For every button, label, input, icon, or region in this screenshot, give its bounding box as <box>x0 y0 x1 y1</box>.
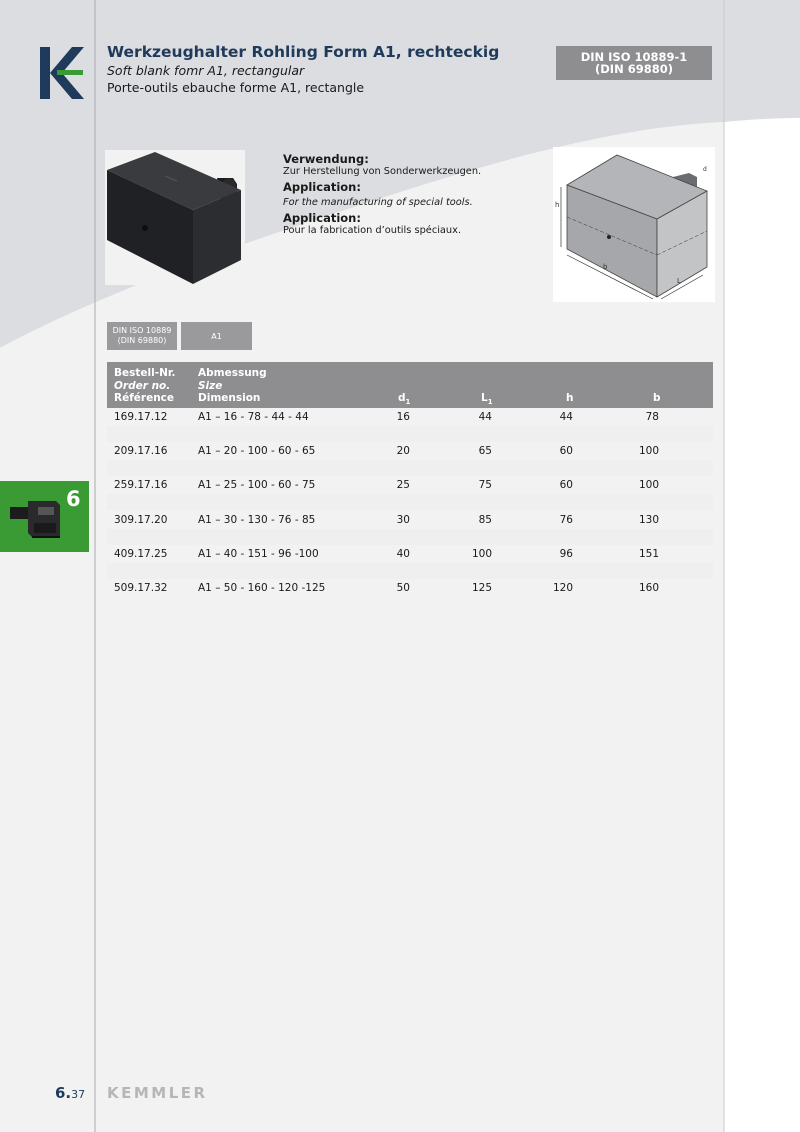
row-separator <box>107 460 713 476</box>
value-d1: 50 <box>396 582 410 594</box>
header-dimension-german: Abmessung <box>198 367 267 379</box>
standard-filter-box <box>107 322 177 350</box>
form-filter-label: A1 <box>211 331 222 341</box>
dimension: A1 – 50 - 160 - 120 -125 <box>198 582 326 594</box>
value-d1: 25 <box>396 479 410 491</box>
order-number: 209.17.16 <box>114 445 168 457</box>
page-number <box>55 1084 85 1102</box>
page-sub: 37 <box>71 1088 86 1101</box>
title-german: Werkzeughalter Rohling Form A1, rechteckig <box>107 43 500 61</box>
value-d1: 30 <box>396 514 410 526</box>
brand-name: KEMMLER <box>107 1084 208 1102</box>
header-l1: $L_1$ <box>481 392 493 407</box>
value-d1: 40 <box>396 548 410 560</box>
header-dimension-french: Dimension <box>198 392 261 404</box>
svg-text:L: L <box>677 277 681 285</box>
value-l1: 85 <box>478 514 492 526</box>
value-h: 44 <box>559 411 573 423</box>
header-order-english: Order no. <box>114 380 171 392</box>
order-number: 309.17.20 <box>114 514 168 526</box>
svg-text:h: h <box>555 201 560 209</box>
row-separator <box>107 426 713 442</box>
application-text-german: Zur Herstellung von Sonderwerkzeugen. <box>283 166 482 177</box>
header-dimension-english: Size <box>198 380 223 392</box>
form-filter-box <box>181 322 252 350</box>
value-h: 60 <box>559 479 573 491</box>
header-h: h <box>566 392 574 404</box>
standard-filter-line2: (DIN 69880) <box>117 336 167 345</box>
application-heading-german: Verwendung: <box>283 152 369 166</box>
application-text-english: For the manufacturing of special tools. <box>283 197 473 208</box>
value-h: 96 <box>559 548 573 560</box>
dimension: A1 – 20 - 100 - 60 - 65 <box>198 445 316 457</box>
order-number: 259.17.16 <box>114 479 168 491</box>
chapter-number: 6 <box>66 487 81 511</box>
value-l1: 75 <box>478 479 492 491</box>
row-separator <box>107 529 713 545</box>
product-photo <box>105 150 245 285</box>
title-french: Porte-outils ebauche forme A1, rectangle <box>107 80 365 95</box>
header-order-french: Référence <box>114 392 175 404</box>
standard-filter-line1: DIN ISO 10889 <box>112 326 172 335</box>
application-heading-french: Application: <box>283 211 361 225</box>
value-l1: 44 <box>478 411 492 423</box>
value-h: 120 <box>552 582 573 594</box>
dimension: A1 – 16 - 78 - 44 - 44 <box>198 411 309 423</box>
dimension: A1 – 40 - 151 - 96 -100 <box>198 548 319 560</box>
order-number: 169.17.12 <box>114 411 168 423</box>
value-b: 160 <box>638 582 659 594</box>
value-l1: 100 <box>471 548 492 560</box>
page-chapter: 6. <box>55 1084 72 1102</box>
standard-badge-line2: (DIN 69880) <box>595 62 673 76</box>
kemmler-logo-icon <box>40 47 85 99</box>
standard-badge-line1: DIN ISO 10889-1 <box>580 50 688 64</box>
application-text-french: Pour la fabrication d’outils spéciaux. <box>283 225 462 236</box>
header-b: b <box>653 392 661 404</box>
header-order-german: Bestell-Nr. <box>114 367 176 379</box>
value-l1: 125 <box>471 582 492 594</box>
value-h: 60 <box>559 445 573 457</box>
value-d1: 16 <box>396 411 410 423</box>
svg-text:d: d <box>703 166 707 173</box>
value-b: 130 <box>638 514 659 526</box>
application-heading-english: Application: <box>283 180 361 194</box>
value-l1: 65 <box>478 445 492 457</box>
standard-badge <box>556 46 712 80</box>
title-english: Soft blank fomr A1, rectangular <box>107 63 305 78</box>
dimension: A1 – 25 - 100 - 60 - 75 <box>198 479 316 491</box>
dimension: A1 – 30 - 130 - 76 - 85 <box>198 514 316 526</box>
row-separator <box>107 563 713 579</box>
value-b: 151 <box>638 548 659 560</box>
header-d1: $d_1$ <box>398 392 411 407</box>
value-b: 100 <box>638 445 659 457</box>
value-b: 100 <box>638 479 659 491</box>
order-number: 409.17.25 <box>114 548 168 560</box>
value-d1: 20 <box>396 445 410 457</box>
value-b: 78 <box>645 411 659 423</box>
tool-holder-icon <box>8 493 64 545</box>
svg-text:b: b <box>603 263 608 271</box>
row-separator <box>107 494 713 510</box>
value-h: 76 <box>559 514 573 526</box>
technical-drawing <box>553 147 715 302</box>
order-number: 509.17.32 <box>114 582 168 594</box>
